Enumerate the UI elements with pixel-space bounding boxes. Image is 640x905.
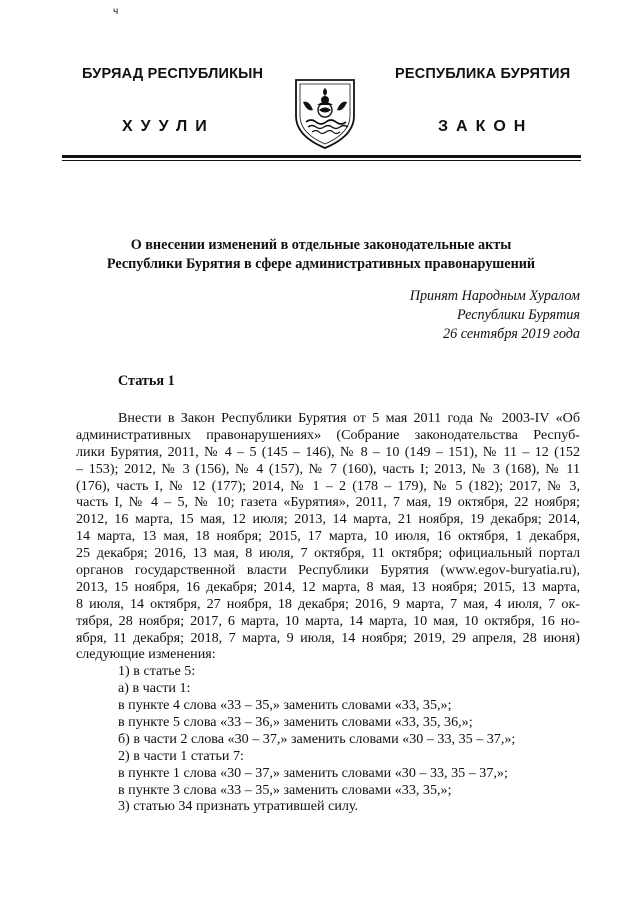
- body-line: 25 декабря; 2016, 13 мая, 8 июля, 7 октября, 11 октября; официальный портал: [76, 545, 580, 562]
- body-line: – 153); 2012, № 3 (156), № 4 (157), № 7 (160), часть I; 2013, № 3 (168), № 11: [76, 460, 580, 477]
- body-line: ября, 11 декабря; 2018, 7 марта, 9 июля, 14 ноября; 2019, 29 апреля, 28 июня): [76, 629, 580, 646]
- header-right-title: РЕСПУБЛИКА БУРЯТИЯ: [395, 66, 571, 82]
- body-line: 14 марта, 13 мая, 18 ноября; 2015, 17 марта, 10 июля, 16 октября, 1 декабря,: [76, 528, 580, 545]
- body-line: 8 июля, 14 октября, 27 ноября, 18 декабря; 2016, 9 марта, 7 мая, 4 июля, 7 ок-: [76, 595, 580, 612]
- header-right-subtitle: ЗАКОН: [438, 118, 534, 135]
- header-rule-thick: [62, 155, 581, 158]
- body-line: 3) статью 34 признать утратившей силу.: [118, 798, 359, 815]
- body-line: а) в части 1:: [118, 680, 191, 697]
- body-line: 2012, 16 марта, 15 мая, 12 июля; 2013, 14 марта, 21 ноября, 19 декабря; 2014,: [76, 511, 580, 528]
- title-line: Республики Бурятия в сфере административных правонарушений: [106, 256, 536, 272]
- body-line: 2013, 15 ноября, 16 декабря; 2014, 12 марта, 8 мая, 13 ноября; 2015, 13 марта,: [76, 578, 580, 595]
- body-line: б) в части 2 слова «30 – 37,» заменить словами «30 – 33, 35 – 37,»;: [118, 730, 516, 747]
- body-line: административных правонарушениях» (Собрание законодательства Респуб-: [76, 426, 580, 443]
- adoption-line: Принят Народным Хуралом: [409, 288, 580, 304]
- body-line: органов государственной власти Республики Бурятия (www.egov-buryatia.ru),: [76, 562, 580, 579]
- article-body: [76, 410, 580, 815]
- body-line: 2) в части 1 статьи 7:: [118, 747, 244, 764]
- adoption-date: 26 сентября 2019 года: [442, 326, 580, 342]
- body-line: в пункте 4 слова «33 – 35,» заменить словами «33, 35,»;: [118, 697, 452, 714]
- body-line: тября, 28 ноября; 2017, 6 марта, 10 марта, 14 марта, 10 мая, 10 октября, 16 но-: [76, 612, 580, 629]
- coat-of-arms-icon: [290, 72, 360, 150]
- adoption-line: Республики Бурятия: [456, 307, 580, 323]
- corner-mark: ч: [113, 6, 119, 17]
- body-line: 1) в статье 5:: [118, 663, 196, 680]
- document-title: [60, 236, 582, 274]
- header-rule-thin: [62, 160, 581, 161]
- body-line: Внести в Закон Республики Бурятия от 5 мая 2011 года № 2003-IV «Об: [118, 410, 580, 426]
- adoption-note: [410, 287, 580, 344]
- body-line: часть I, № 4 – 5, № 10; газета «Бурятия», 2011, 7 мая, 19 октября, 22 ноября;: [76, 494, 580, 511]
- body-line: в пункте 5 слова «33 – 36,» заменить словами «33, 35, 36,»;: [118, 714, 473, 731]
- header-left-subtitle: ХУУЛИ: [122, 118, 215, 135]
- body-line: в пункте 1 слова «30 – 37,» заменить словами «30 – 33, 35 – 37,»;: [118, 764, 508, 781]
- article-heading: Статья 1: [118, 373, 175, 389]
- body-line: следующие изменения:: [76, 646, 216, 663]
- body-line: лики Бурятия, 2011, № 4 – 5 (145 – 146), № 8 – 10 (149 – 151), № 11 – 12 (152: [76, 443, 580, 460]
- header-left-title: БУРЯАД РЕСПУБЛИКЫН: [82, 66, 264, 82]
- body-line: в пункте 3 слова «33 – 35,» заменить словами «33, 35,»;: [118, 781, 452, 798]
- body-line: (176), часть I, № 12 (177); 2014, № 1 – 2 (178 – 179), № 5 (182); 2017, № 3,: [76, 477, 580, 494]
- title-line: О внесении изменений в отдельные законодательные акты: [130, 237, 512, 253]
